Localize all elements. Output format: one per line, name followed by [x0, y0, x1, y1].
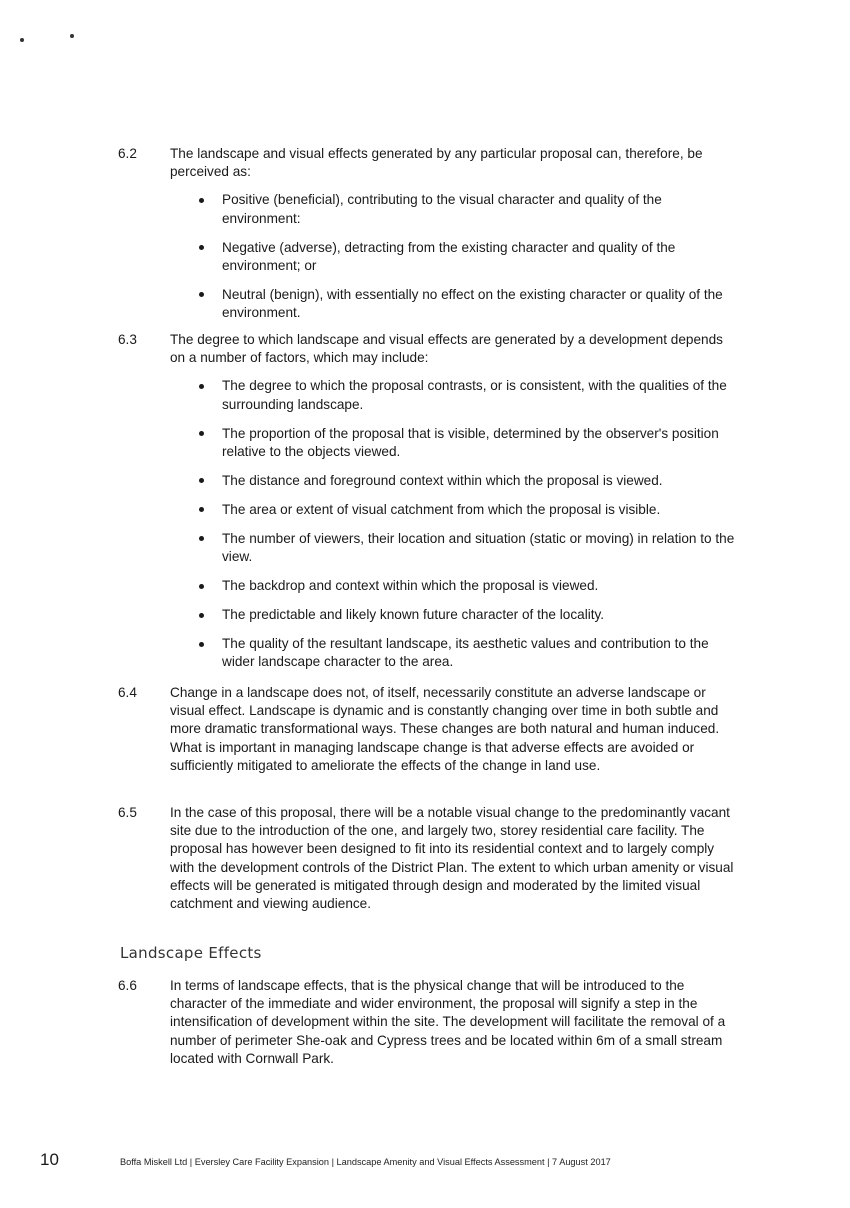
bullet-icon [199, 507, 204, 512]
section-heading: Landscape Effects [120, 944, 262, 962]
scan-speck [20, 38, 24, 42]
section-number: 6.2 [118, 146, 137, 161]
list-item: Neutral (benign), with essentially no effect on the existing character or quality of the environment. [222, 286, 738, 322]
section-6-3 [118, 331, 738, 671]
section-6-2 [118, 145, 738, 322]
section-6-6 [118, 977, 738, 1068]
bullet-icon [199, 292, 204, 297]
list-item: The predictable and likely known future character of the locality. [222, 606, 738, 624]
list-item: The area or extent of visual catchment from which the proposal is visible. [222, 501, 738, 519]
list-item: The distance and foreground context within which the proposal is viewed. [222, 472, 738, 490]
section-6-5 [118, 804, 738, 913]
bullet-icon [199, 384, 204, 389]
section-number: 6.3 [118, 332, 137, 347]
bullet-icon [199, 198, 204, 203]
section-text: In the case of this proposal, there will be a notable visual change to the predominantly vacant site due to the introduction of the one, and largely two, storey residential care facility. The proposal has however been designed to fit into its residential context and to largely comply with the development controls of the District Plan. The extent to which urban amenity or visual effects will be generated is mitigated through design and moderated by the limited visual catchment and viewing audience. [170, 805, 734, 912]
list-item: The backdrop and context within which the proposal is viewed. [222, 577, 738, 595]
list-item: The number of viewers, their location and situation (static or moving) in relation to the view. [222, 530, 738, 566]
list-item: The degree to which the proposal contrasts, or is consistent, with the qualities of the surrounding landscape. [222, 377, 738, 413]
bullet-icon [199, 642, 204, 647]
section-number: 6.5 [118, 805, 137, 820]
page-number: 10 [40, 1150, 59, 1169]
bullet-list [118, 191, 738, 322]
section-text: In terms of landscape effects, that is the physical change that will be introduced to the character of the immediate and wider environment, the proposal will signify a step in the intensification of development within the site. The development will facilitate the removal of a number of perimeter She-oak and Cypress trees and be located within 6m of a small stream located with Cornwall Park. [170, 978, 726, 1066]
bullet-icon [199, 431, 204, 436]
bullet-list [118, 377, 738, 671]
section-text: The landscape and visual effects generated by any particular proposal can, therefore, be perceived as: [170, 146, 703, 180]
section-text: The degree to which landscape and visual effects are generated by a development depends on a number of factors, which may include: [170, 332, 723, 366]
section-text: Change in a landscape does not, of itself, necessarily constitute an adverse landscape or visual effect. Landscape is dynamic and is constantly changing over time in both subtle and more dramatic transformational ways. These changes are both natural and human induced. What is important in managing landscape change is that adverse effects are avoided or sufficiently mitigated to ameliorate the effects of the change in land use. [170, 685, 720, 773]
bullet-icon [199, 245, 204, 250]
bullet-icon [199, 536, 204, 541]
footer-text: Boffa Miskell Ltd | Eversley Care Facility Expansion | Landscape Amenity and Visual Effects Assessment | 7 August 2017 [120, 1157, 611, 1167]
list-item: The quality of the resultant landscape, its aesthetic values and contribution to the wider landscape character to the area. [222, 635, 738, 671]
list-item: Positive (beneficial), contributing to the visual character and quality of the environment: [222, 191, 738, 227]
scan-speck [70, 34, 74, 38]
section-number: 6.4 [118, 685, 137, 700]
section-6-4 [118, 684, 738, 775]
section-number: 6.6 [118, 978, 137, 993]
bullet-icon [199, 584, 204, 589]
list-item: Negative (adverse), detracting from the existing character and quality of the environment; or [222, 239, 738, 275]
list-item: The proportion of the proposal that is visible, determined by the observer's position relative to the objects viewed. [222, 425, 738, 461]
bullet-icon [199, 478, 204, 483]
bullet-icon [199, 613, 204, 618]
